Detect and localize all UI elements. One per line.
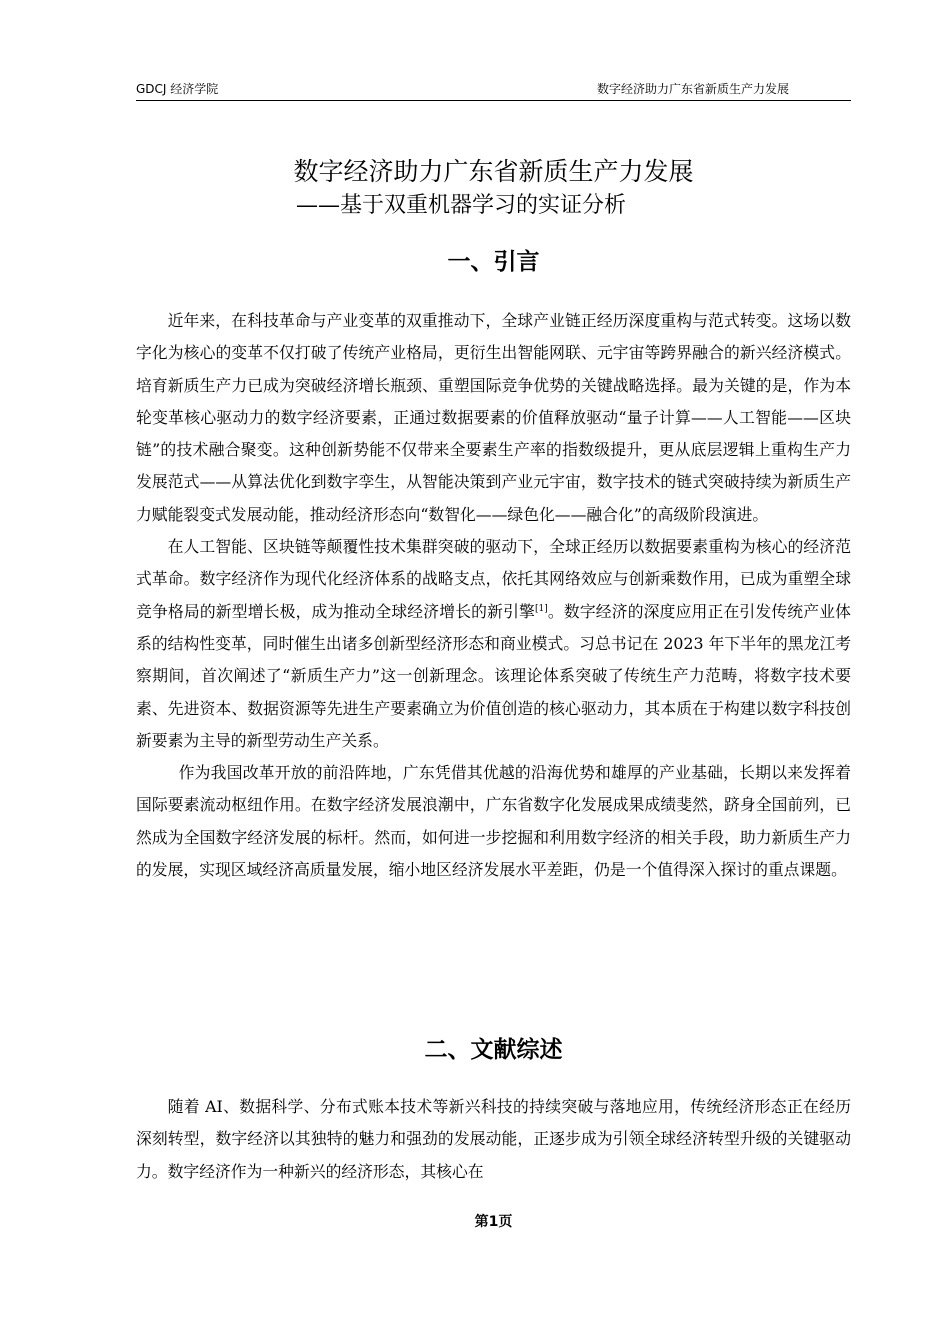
literature-review-body	[136, 1091, 851, 1188]
paragraph-text: 在人工智能、区块链等颠覆性技术集群突破的驱动下，全球正经历以数据要素重构为核心的经济范式革命。数字经济作为现代化经济体系的战略支点，依托其网络效应与创新乘数作用，已成为重塑全球竞争格局的新型增长极，成为推动全球经济增长的新引擎	[136, 537, 851, 621]
paragraph	[136, 531, 851, 757]
document-subtitle: ——基于双重机器学习的实证分析	[296, 193, 627, 218]
page-header	[136, 78, 851, 101]
paragraph: 随着 AI、数据科学、分布式账本技术等新兴科技的持续突破与落地应用，传统经济形态正在经历深刻转型，数字经济以其独特的魅力和强劲的发展动能，正逐步成为引领全球经济转型升级的关键驱动力。数字经济作为一种新兴的经济形态，其核心在	[136, 1097, 851, 1181]
section-heading-introduction: 一、引言	[447, 249, 540, 275]
paragraph-text: 。数字经济的深度应用正在引发传统产业体系的结构性变革，同时催生出诸多创新型经济形态和商业模式。习总书记在 2023 年下半年的黑龙江考察期间，首次阐述了“新质生产力”这一创新理念。该理论体系突破了传统生产力范畴，将数字技术要素、先进资本、数据资源等先进生产要素确立为价值创造的核心驱动力，其本质在于构建以数字科技创新要素为主导的新型劳动生产关系。	[136, 601, 851, 750]
paragraph: 作为我国改革开放的前沿阵地，广东凭借其优越的沿海优势和雄厚的产业基础，长期以来发挥着国际要素流动枢纽作用。在数字经济发展浪潮中，广东省数字化发展成果成绩斐然，跻身全国前列，已然成为全国数字经济发展的标杆。然而，如何进一步挖掘和利用数字经济的相关手段，助力新质生产力的发展，实现区域经济高质量发展，缩小地区经济发展水平差距，仍是一个值得深入探讨的重点课题。	[136, 763, 851, 880]
header-running-title: 数字经济助力广东省新质生产力发展	[596, 82, 789, 96]
paragraph: 近年来，在科技革命与产业变革的双重推动下，全球产业链正经历深度重构与范式转变。这场以数字化为核心的变革不仅打破了传统产业格局，更衍生出智能网联、元宇宙等跨界融合的新兴经济模式。培育新质生产力已成为突破经济增长瓶颈、重塑国际竞争优势的关键战略选择。最为关键的是，作为本轮变革核心驱动力的数字经济要素，正通过数据要素的价值释放驱动“量子计算——人工智能——区块链”的技术融合聚变。这种创新势能不仅带来全要素生产率的指数级提升，更从底层逻辑上重构生产力发展范式——从算法优化到数字孪生，从智能决策到产业元宇宙，数字技术的链式突破持续为新质生产力赋能裂变式发展动能，推动经济形态向“数智化——绿色化——融合化”的高级阶段演进。	[136, 311, 851, 524]
page-number: 第1页	[474, 1214, 513, 1230]
document-title: 数字经济助力广东省新质生产力发展	[293, 157, 694, 186]
section-heading-literature-review: 二、文献综述	[424, 1037, 563, 1063]
citation-reference[interactable]: [1]	[535, 603, 548, 614]
header-institution: GDCJ 经济学院	[136, 82, 219, 96]
introduction-body	[136, 305, 851, 886]
